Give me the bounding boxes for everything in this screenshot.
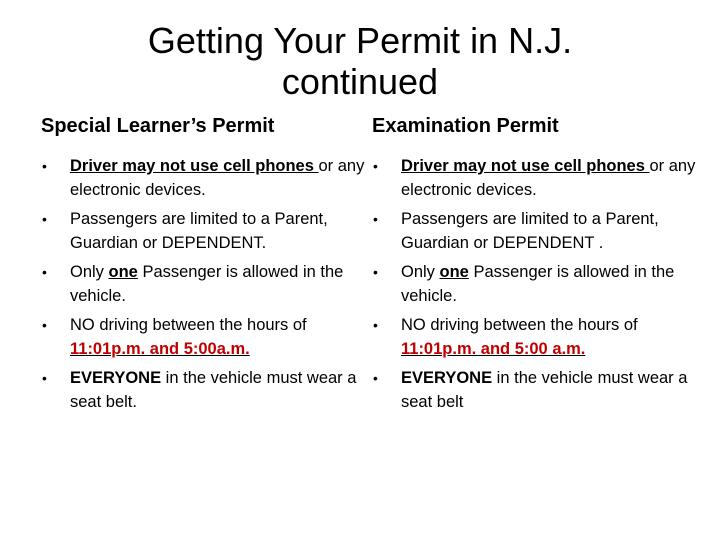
title-line-2: continued: [281, 61, 439, 102]
seat-belt-text: in the vehicle must wear a seat belt: [401, 369, 688, 411]
curfew-text: NO driving between the hours of: [70, 316, 307, 334]
cell-phone-rule-emphasis: Driver may not use cell phones: [401, 157, 650, 175]
cell-phone-rule-text: or any electronic devices.: [401, 157, 696, 199]
bullet-icon: •: [42, 158, 47, 174]
list-item: [372, 261, 702, 308]
curfew-text: NO driving between the hours of: [401, 316, 638, 334]
list-item: [372, 208, 702, 255]
one-passenger-text: Passenger is allowed in the vehicle.: [401, 263, 675, 305]
special-learner-permit-column: [41, 112, 371, 420]
special-learner-permit-heading: Special Learner’s Permit: [41, 115, 275, 137]
bullet-icon: •: [373, 211, 378, 227]
curfew-hours: 11:01p.m. and 5:00 a.m.: [401, 339, 586, 358]
bullet-icon: •: [42, 317, 47, 333]
passenger-limit-text: Passengers are limited to a Parent, Guardian or DEPENDENT.: [70, 210, 328, 252]
one-passenger-emphasis: one: [439, 263, 469, 281]
examination-permit-heading: Examination Permit: [372, 115, 559, 137]
list-item: [41, 314, 371, 361]
bullet-icon: •: [373, 370, 378, 386]
examination-permit-column: [372, 112, 702, 420]
cell-phone-rule-emphasis: Driver may not use cell phones: [70, 157, 319, 175]
examination-permit-list: [372, 155, 702, 414]
seat-belt-text: in the vehicle must wear a seat belt.: [70, 369, 357, 411]
slide-title: [0, 20, 720, 102]
seat-belt-emphasis: EVERYONE: [70, 369, 162, 387]
bullet-icon: •: [42, 264, 47, 280]
list-item: [41, 155, 371, 202]
list-item: [372, 314, 702, 361]
special-learner-permit-list: [41, 155, 371, 414]
list-item: [41, 367, 371, 414]
bullet-icon: •: [42, 211, 47, 227]
list-item: [41, 208, 371, 255]
one-passenger-text: Passenger is allowed in the vehicle.: [70, 263, 344, 305]
seat-belt-emphasis: EVERYONE: [401, 369, 493, 387]
list-item: [41, 261, 371, 308]
bullet-icon: •: [373, 317, 378, 333]
one-passenger-prefix: Only: [70, 263, 109, 281]
bullet-icon: •: [42, 370, 47, 386]
list-item: [372, 155, 702, 202]
passenger-limit-text: Passengers are limited to a Parent, Guardian or DEPENDENT .: [401, 210, 659, 252]
one-passenger-prefix: Only: [401, 263, 440, 281]
one-passenger-emphasis: one: [108, 263, 138, 281]
bullet-icon: •: [373, 158, 378, 174]
bullet-icon: •: [373, 264, 378, 280]
list-item: [372, 367, 702, 414]
curfew-hours: 11:01p.m. and 5:00a.m.: [70, 339, 250, 358]
title-line-1: Getting Your Permit in N.J.: [147, 20, 573, 61]
cell-phone-rule-text: or any electronic devices.: [70, 157, 365, 199]
